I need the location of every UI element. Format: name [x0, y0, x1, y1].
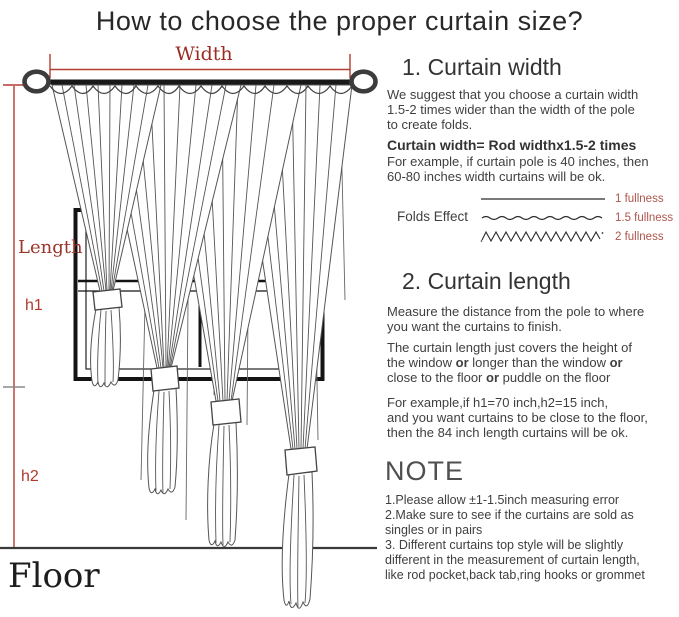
- text-line: For example, if curtain pole is 40 inches, then: [387, 154, 649, 169]
- length-label: Length: [18, 237, 83, 258]
- text-line: to create folds.: [387, 117, 473, 133]
- fold-row-1-5-fullness: [480, 210, 673, 226]
- fullness-label: 1 fullness: [615, 193, 664, 205]
- note-line: 1.Please allow ±1-1.5inch measuring error: [385, 493, 620, 507]
- fullness-label: 1.5 fullness: [615, 212, 674, 224]
- text-line: 1.5-2 times wider than the width of the pole: [387, 102, 635, 118]
- section-length-para3: [387, 395, 679, 441]
- section-width-heading: 1. Curtain width: [402, 54, 562, 80]
- folds-effect-label: Folds Effect: [397, 209, 469, 224]
- note-line: singles or in pairs: [385, 523, 483, 538]
- note-heading: NOTE: [385, 456, 465, 486]
- h1-label: h1: [25, 297, 43, 314]
- note-line: 2.Make sure to see if the curtains are sold as: [385, 508, 634, 523]
- section-width-para1: [387, 87, 679, 133]
- section-length-para2: [387, 340, 679, 386]
- straight-line-icon: [480, 191, 606, 207]
- fold-row-1-fullness: [480, 191, 664, 207]
- h2-label: h2: [21, 468, 39, 485]
- width-label: Width: [175, 43, 233, 65]
- wavy-line-icon: [480, 210, 606, 226]
- text-line: close to the floor or puddle on the floor: [387, 370, 611, 386]
- note-line: different in the measurement of curtain length,: [385, 553, 640, 568]
- zigzag-line-icon: [480, 229, 606, 245]
- note-line: like rod pocket,back tab,ring hooks or grommet: [385, 568, 645, 583]
- text-line: and you want curtains to be close to the floor,: [387, 410, 648, 426]
- note-list: [385, 493, 679, 584]
- section-length-heading: 2. Curtain length: [402, 268, 571, 294]
- text-line: The curtain length just covers the height of: [387, 340, 632, 355]
- text-line: 60-80 inches width curtains will be ok.: [387, 169, 606, 185]
- section-length-para1: [387, 304, 679, 334]
- note-line: 3. Different curtains top style will be slightly: [385, 538, 624, 553]
- section-width-para2: [387, 154, 679, 184]
- fold-row-2-fullness: [480, 229, 664, 245]
- text-line: then the 84 inch length curtains will be ok.: [387, 425, 629, 441]
- floor-label: Floor: [8, 556, 100, 596]
- fullness-label: 2 fullness: [615, 231, 664, 243]
- page-title: How to choose the proper curtain size?: [95, 6, 584, 36]
- text-line: you want the curtains to finish.: [387, 319, 562, 335]
- text-line: Measure the distance from the pole to where: [387, 304, 645, 319]
- text-line: the window or longer than the window or: [387, 355, 623, 371]
- text-line: For example,if h1=70 inch,h2=15 inch,: [387, 395, 609, 410]
- text-line: We suggest that you choose a curtain width: [387, 87, 639, 102]
- pleated-curtain-panels: [52, 85, 352, 449]
- curtain-width-formula: Curtain width= Rod widthx1.5-2 times: [387, 137, 637, 153]
